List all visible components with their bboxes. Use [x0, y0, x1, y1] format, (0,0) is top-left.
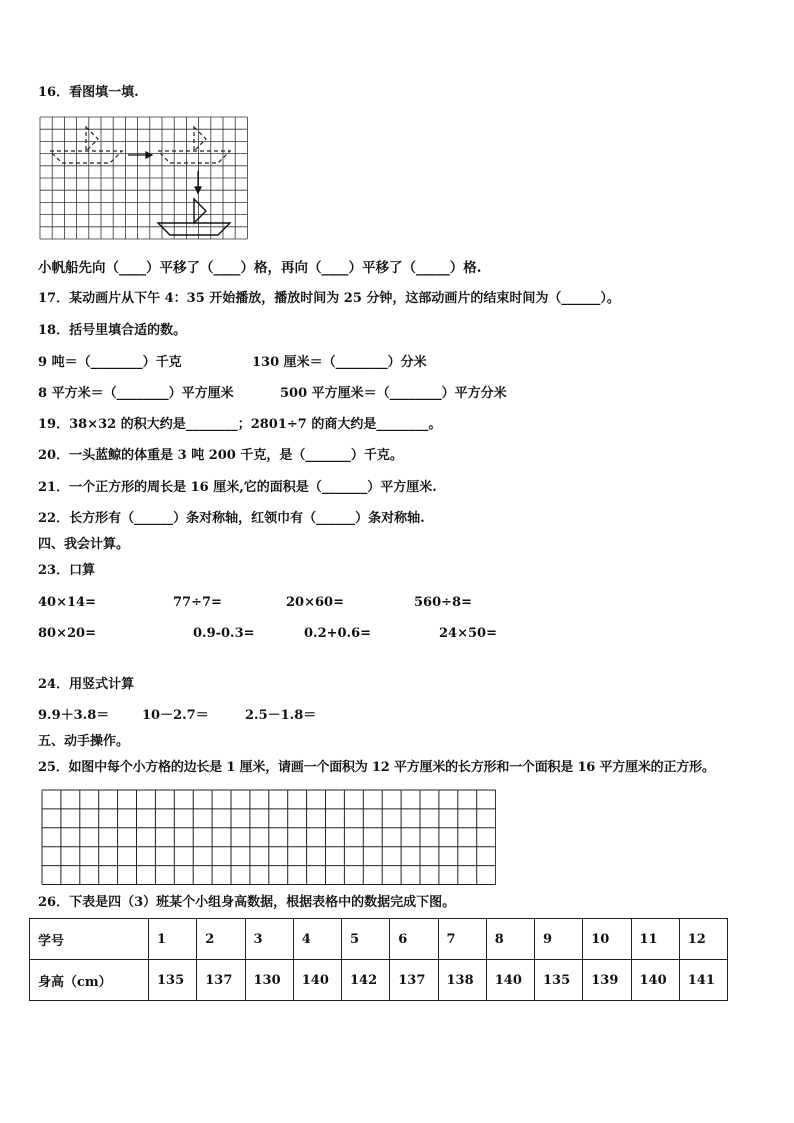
dashed-boat-moved	[158, 127, 230, 163]
table-row-heights	[30, 960, 728, 1001]
arrow-down-icon	[195, 171, 201, 193]
q18-row2-a: 8 平方米＝（________）平方厘米	[38, 386, 234, 401]
q19-text: 19．38×32 的积大约是________；2801÷7 的商大约是________。	[38, 417, 442, 432]
id-cell: 6	[390, 919, 438, 960]
sailboat-translation-grid	[38, 115, 252, 245]
q23-title: 23．口算	[38, 563, 96, 578]
id-cell: 8	[486, 919, 534, 960]
height-cell: 142	[342, 960, 390, 1001]
height-cell: 135	[535, 960, 583, 1001]
id-cell: 11	[631, 919, 679, 960]
q25-text: 25．如图中每个小方格的边长是 1 厘米，请画一个面积为 12 平方厘米的长方形和一个面积是 16 平方厘米的正方形。	[38, 760, 715, 775]
arrow-right-icon	[128, 152, 152, 158]
row-label-height: 身高（cm）	[30, 960, 149, 1001]
height-cell: 130	[245, 960, 293, 1001]
q23-r1-c4: 560÷8=	[414, 595, 472, 610]
q24-item-2: 10－2.7＝	[142, 708, 209, 723]
height-cell: 141	[679, 960, 727, 1001]
id-cell: 4	[293, 919, 341, 960]
table-row-ids	[30, 919, 728, 960]
id-cell: 2	[197, 919, 245, 960]
q18-row2-b: 500 平方厘米＝（________）平方分米	[280, 386, 507, 401]
dashed-boat-original	[50, 127, 122, 163]
section4-title: 四、我会计算。	[38, 537, 130, 552]
q21-text: 21．一个正方形的周长是 16 厘米,它的面积是（_______）平方厘米.	[38, 480, 437, 495]
q23-r2-c3: 0.2+0.6=	[304, 626, 372, 641]
id-cell: 12	[679, 919, 727, 960]
id-cell: 10	[583, 919, 631, 960]
q16-sentence: 小帆船先向（____）平移了（____）格，再向（____）平移了（_____）格.	[38, 260, 482, 276]
q18-title: 18．括号里填合适的数。	[38, 323, 187, 338]
height-cell: 135	[149, 960, 197, 1001]
q23-r2-c1: 80×20=	[38, 626, 96, 641]
q26-text: 26．下表是四（3）班某个小组身高数据，根据表格中的数据完成下图。	[38, 895, 456, 910]
id-cell: 1	[149, 919, 197, 960]
q24-item-1: 9.9＋3.8＝	[38, 708, 110, 723]
q24-item-3: 2.5－1.8＝	[245, 708, 317, 723]
height-cell: 138	[438, 960, 486, 1001]
id-cell: 7	[438, 919, 486, 960]
q23-r1-c1: 40×14=	[38, 595, 96, 610]
q22-text: 22．长方形有（______）条对称轴，红领巾有（______）条对称轴.	[38, 511, 425, 526]
q18-row1-a: 9 吨＝（________）千克	[38, 355, 182, 370]
q23-r1-c2: 77÷7=	[173, 595, 222, 610]
height-cell: 140	[631, 960, 679, 1001]
height-cell: 137	[197, 960, 245, 1001]
q16-title: 16．看图填一填.	[38, 85, 139, 100]
id-cell: 3	[245, 919, 293, 960]
q20-text: 20．一头蓝鲸的体重是 3 吨 200 千克，是（_______）千克。	[38, 448, 403, 463]
row-label-id: 学号	[30, 919, 149, 960]
drawing-grid[interactable]	[40, 788, 496, 886]
height-cell: 139	[583, 960, 631, 1001]
height-cell: 140	[486, 960, 534, 1001]
height-cell: 137	[390, 960, 438, 1001]
q23-r2-c2: 0.9-0.3=	[193, 626, 255, 641]
q24-title: 24．用竖式计算	[38, 677, 135, 692]
q23-r2-c4: 24×50=	[439, 626, 497, 641]
q23-r1-c3: 20×60=	[286, 595, 344, 610]
height-cell: 140	[293, 960, 341, 1001]
id-cell: 5	[342, 919, 390, 960]
solid-boat-final	[158, 199, 230, 235]
q18-row1-b: 130 厘米＝（________）分米	[252, 355, 427, 370]
section5-title: 五、动手操作。	[38, 734, 130, 749]
height-data-table	[29, 918, 728, 1001]
q17-text: 17．某动画片从下午 4：35 开始播放，播放时间为 25 分钟，这部动画片的结束时间为（______）。	[38, 291, 620, 306]
id-cell: 9	[535, 919, 583, 960]
